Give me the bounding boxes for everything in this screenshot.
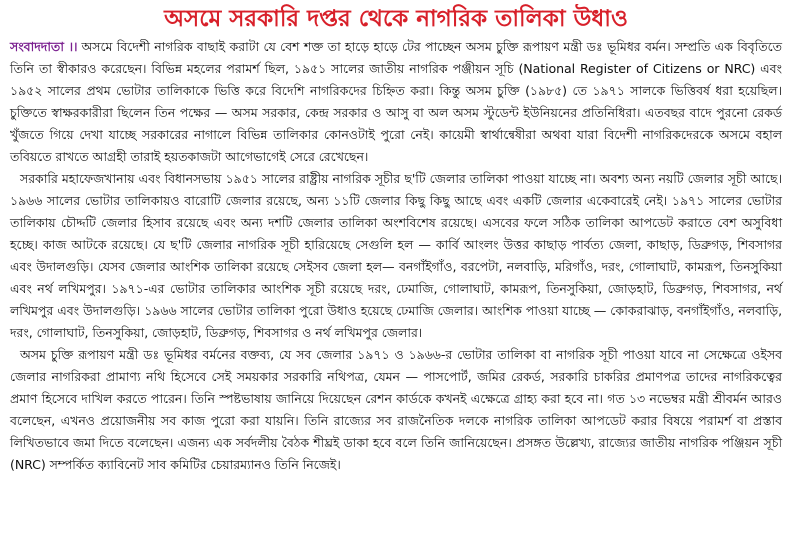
paragraph-1-text: অসমে বিদেশী নাগরিক বাছাই করাটা যে বেশ শক্ত তা হাড়ে হাড়ে টের পাচ্ছেন অসম চুক্তি রূপায়ণ মন্ত্রী ডঃ ভূমিধর বর্মন। সম্প্রতি এক বিবৃতিতে তিনি তা স্বীকারও করেছেন। বিভিন্ন মহলের পরামর্শ ছিল, ১৯৫১ সালের জাতীয় নাগরিক পঞ্জীয়ন সূচি (National Register of Citizens or NRC) এবং ১৯৫২ সালের প্রথম ভোটার তালিকাকে ভিত্তি করে বিদেশি নাগরিকদের চিহ্নিত করা। কিন্তু অসম চুক্তি (১৯৮৫) তে ১৯৭১ সালকে ভিত্তিবর্ষ ধরা হয়েছিল। চুক্তিতে স্বাক্ষরকারীরা ছিলেন তিন পক্ষের — অসম সরকার, কেন্দ্র সরকার ও আসু বা অল অসম স্টুডেন্ট ইউনিয়নের প্রতিনিধিরা। এতবছর বাদে পুরনো রেকর্ড খুঁজতে গিয়ে দেখা যাচ্ছে সরকারের নাগালে বিভিন্ন তালিকার কোনওটাই পুরো নেই। কায়েমী স্বার্থান্বেষীরা অথবা যারা বিদেশী নাগরিকদেরকে অসমে বহাল তবিয়তে রাখতে আগ্রহী তারাই হয়তকাজটা আগেভাগেই সেরে রেখেছেন। xyxy=(10,39,782,164)
article-paragraph-2: সরকারি মহাফেজখানায় এবং বিধানসভায় ১৯৫১ সালের রাষ্ট্রীয় নাগরিক সূচীর ছ'টি জেলার তালিকা পাওয়া যাচ্ছে না। অবশ্য অন্য নয়টি জেলার সূচী আছে। ১৯৬৬ সালের ভোটার তালিকায়ও বারোটি জেলার রয়েছে, অন্য ১১টি জেলার কিছু কিছু আছে এবং একটি জেলার একেবারেই নেই। ১৯৭১ সালের ভোটার তালিকায় চৌদ্দটি জেলার হিসাব রয়েছে এবং অন্য দশটি জেলার তালিকা অংশবিশেষ রয়েছে। এসবের ফলে সঠিক তালিকা আপডেট করাতে বেশ অসুবিধা হচ্ছে। কাজ আটকে রয়েছে। যে ছ'টি জেলার নাগরিক সূচী হারিয়েছে সেগুলি হল — কার্বি আংলং উত্তর কাছাড় পার্বত্য জেলা, কাছাড়, ডিব্রুগড়, শিবসাগর এবং উদালগুড়ি। যেসব জেলার আংশিক তালিকা রয়েছে সেইসব জেলা হল— বনগাঁইগাঁও, বরপেটা, নলবাড়ি, মরিগাঁও, দরং, গোলাঘাট, কামরূপ, তিনসুকিয়া এবং নর্থ লখিমপুর। ১৯৭১-এর ভোটার তালিকার আংশিক সূচী রয়েছে দরং, ঢেমাজি, গোলাঘাট, কামরূপ, তিনসুকিয়া, জোড়হাট, ডিব্রুগড়, শিবসাগর, নর্থ লখিমপুর এবং উদালগুড়ি। ১৯৬৬ সালের ভোটার তালিকা পুরো উধাও হয়েছে ঢেমাজি জেলার। আংশিক পাওয়া যাচ্ছে — কোকরাঝাড়, বনগাঁইগাঁও, নলবাড়ি, দরং, গোলাঘাট, তিনসুকিয়া, জোড়হাট, ডিব্রুগড়, শিবসাগর ও নর্থ লখিমপুর জেলার। xyxy=(10,171,782,340)
article-paragraph-1 xyxy=(10,36,782,168)
article-byline: সংবাদদাতা ।। xyxy=(10,39,78,54)
article-paragraph-3: অসম চুক্তি রূপায়ণ মন্ত্রী ডঃ ভূমিধর বর্মনের বক্তব্য, যে সব জেলার ১৯৭১ ও ১৯৬৬-র ভোটার তালিকা বা নাগরিক সূচী পাওয়া যাবে না সেক্ষেত্রে ওইসব জেলার নাগরিকরা প্রামাণ্য নথি হিসেবে সেই সময়কার সরকারি নথিপত্র, যেমন — পাসপোর্ট, জমির রেকর্ড, সরকারি চাকরির প্রমাণপত্র তাদের নাগরিকত্বের প্রমাণ হিসেবে দাখিল করতে পারেন। তিনি স্পষ্টভাষায় জানিয়ে দিয়েছেন রেশন কার্ডকে কখনই এক্ষেত্রে গ্রাহ্য করা হবে না। গত ১৩ নভেম্বর মন্ত্রী শ্রীবর্মন আরও বলেছেন, এখনও প্রয়োজনীয় সব কাজ পুরো করা যায়নি। তিনি রাজ্যের সব রাজনৈতিক দলকে নাগরিক তালিকা আপডেট করার বিষয়ে পরামর্শ বা প্রস্তাব লিখিতভাবে জমা দিতে বলেছেন। এজন্য এক সর্বদলীয় বৈঠক শীঘ্রই ডাকা হবে বলে তিনি জানিয়েছেন। প্রসঙ্গত উল্লেখ্য, রাজ্যের জাতীয় নাগরিক পঞ্জিয়ন সূচী (NRC) সম্পর্কিত ক্যাবিনেট সাব কমিটির চেয়ারম্যানও তিনি নিজেই। xyxy=(10,347,782,472)
article-headline: অসমে সরকারি দপ্তর থেকে নাগরিক তালিকা উধাও xyxy=(164,6,628,32)
